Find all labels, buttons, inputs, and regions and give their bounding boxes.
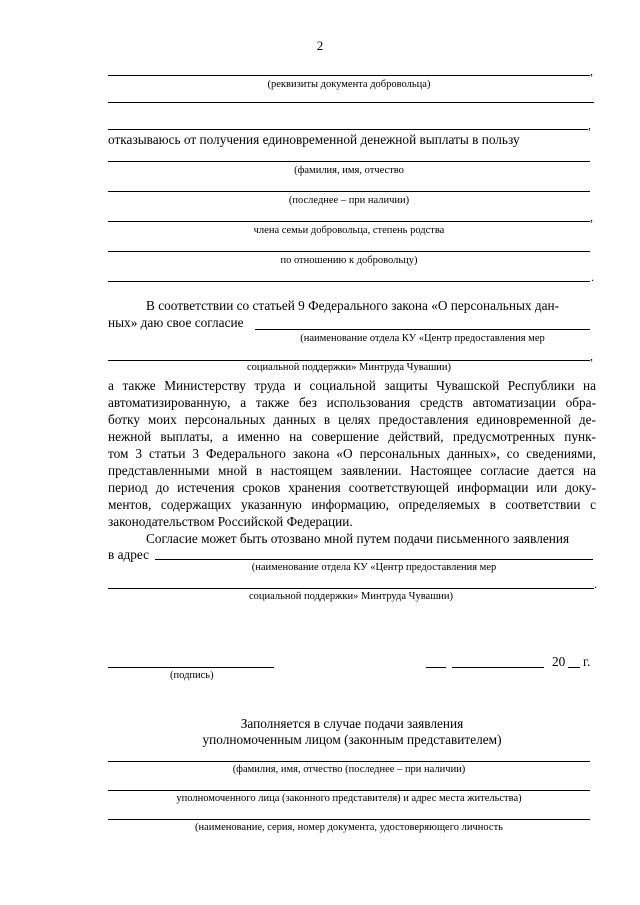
consent-body	[108, 377, 596, 530]
relation-line[interactable]	[108, 251, 590, 252]
page-number: 2	[316, 38, 324, 53]
consent-body-line: том 3 статьи 3 Федерального закона «О персональных данных», со сведениями,	[108, 446, 596, 461]
consent-body-line: ботку моих персональных данных в целях предоставления единовременной де-	[108, 412, 596, 427]
family-caption: члена семьи добровольца, степень родства	[253, 225, 445, 236]
representative-heading-2: уполномоченным лицом (законным представителем)	[202, 732, 502, 747]
signature-caption: (подпись)	[170, 670, 214, 681]
withdraw-line-1: Согласие может быть отозвано мной путем подачи письменного заявления	[146, 531, 570, 546]
withdraw-line-2: в адрес	[108, 547, 150, 562]
volunteer-doc-line-2[interactable]	[108, 102, 594, 103]
date-year-suffix: г.	[583, 654, 591, 669]
dept-caption-2: социальной поддержки» Минтруда Чувашии)	[246, 362, 452, 373]
patronymic-caption: (последнее – при наличии)	[288, 195, 410, 206]
addr-caption-1: (наименование отдела КУ «Центр предоставления мер	[251, 562, 497, 573]
comma: ,	[590, 349, 593, 363]
consent-body-line: нежной выплаты, а именно на совершение действий, предусмотренных пунк-	[108, 429, 596, 444]
withdraw-address-line-2[interactable]	[108, 588, 594, 589]
period: .	[594, 577, 597, 591]
family-fio-line[interactable]	[108, 161, 590, 162]
representative-fio-caption: (фамилия, имя, отчество (последнее – при наличии)	[232, 764, 466, 775]
representative-address-line[interactable]	[108, 790, 590, 791]
date-year-prefix: 20	[552, 654, 566, 669]
period: .	[591, 270, 594, 284]
comma: ,	[590, 210, 593, 224]
date-day-line[interactable]	[426, 667, 446, 668]
dept-caption-1: (наименование отдела КУ «Центр предоставления мер	[300, 333, 545, 344]
representative-doc-caption: (наименование, серия, номер документа, удостоверяющего личность	[195, 822, 503, 833]
representative-heading-1: Заполняется в случае подачи заявления	[240, 716, 464, 731]
date-year-line[interactable]	[568, 667, 580, 668]
comma: ,	[590, 64, 593, 78]
consent-line-2: ных» даю свое согласие	[108, 315, 244, 330]
consent-dept-line[interactable]	[255, 329, 590, 330]
volunteer-doc-line[interactable]	[108, 75, 590, 76]
withdraw-address-line[interactable]	[155, 559, 593, 560]
consent-body-line: а также Министерству труда и социальной защиты Чувашской Республики на	[108, 378, 596, 393]
fio-caption: (фамилия, имя, отчество	[294, 165, 404, 176]
volunteer-doc-line-3[interactable]	[108, 129, 588, 130]
date-month-line[interactable]	[452, 667, 544, 668]
consent-body-line: ментов, содержащих указанную информацию, определяемых в соответствии с	[108, 497, 596, 512]
consent-body-line: автоматизированную, а также без использования средств автоматизации обра-	[108, 395, 596, 410]
consent-line-1: В соответствии со статьей 9 Федерального закона «О персональных дан-	[146, 298, 560, 313]
relation-line-2[interactable]	[108, 281, 590, 282]
consent-body-line: законодательством Российской Федерации.	[108, 514, 353, 529]
family-member-line[interactable]	[108, 221, 590, 222]
representative-fio-line[interactable]	[108, 761, 590, 762]
consent-body-line: представленными мной в настоящем заявлении. Настоящее согласие дается на	[108, 463, 596, 478]
refuse-text: отказываюсь от получения единовременной денежной выплаты в пользу	[108, 132, 520, 147]
addr-caption-2: социальной поддержки» Минтруда Чувашии)	[248, 591, 454, 602]
family-fio-line-2[interactable]	[108, 191, 590, 192]
comma: ,	[588, 118, 591, 132]
representative-doc-line[interactable]	[108, 819, 590, 820]
relation-caption: по отношению к добровольцу)	[280, 255, 418, 266]
signature-line[interactable]	[108, 667, 274, 668]
representative-address-caption: уполномоченного лица (законного представителя) и адрес места жительства)	[176, 793, 522, 804]
volunteer-doc-caption: (реквизиты документа добровольца)	[267, 79, 431, 90]
consent-body-line: период до истечения сроков хранения соответствующей информации или доку-	[108, 480, 596, 495]
consent-dept-line-2[interactable]	[108, 360, 590, 361]
